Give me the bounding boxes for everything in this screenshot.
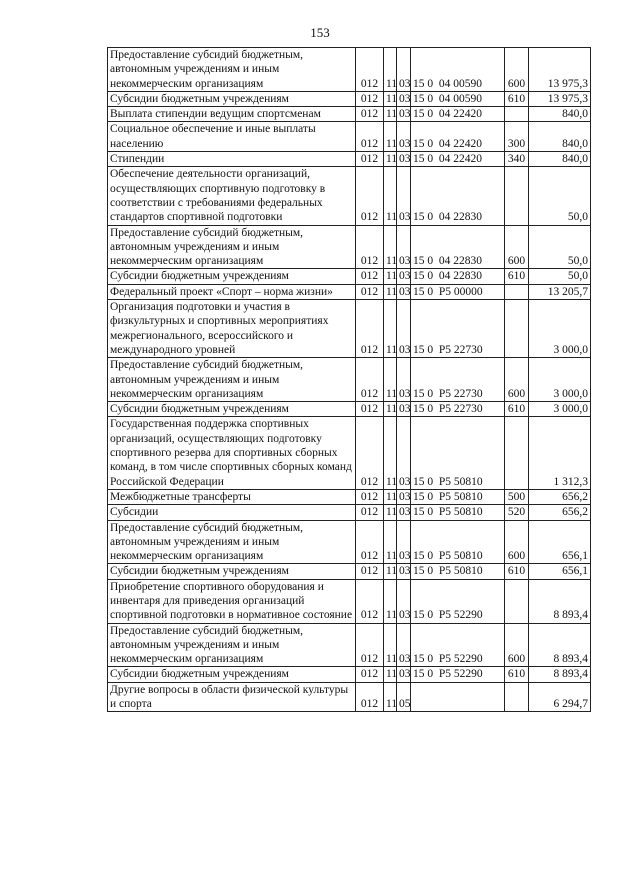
row-name-cell: Выплата стипендии ведущим спортсменам [108, 107, 356, 122]
ministry-code-cell: 012 [356, 520, 384, 564]
amount-cell: 3 000,0 [529, 358, 591, 402]
row-name-cell: Предоставление субсидий бюджетным, автономным учреждениям и иным некоммерческим организациям [108, 48, 356, 92]
ministry-code-cell: 012 [356, 107, 384, 122]
ministry-code-cell: 012 [356, 358, 384, 402]
row-name-cell: Приобретение спортивного оборудования и инвентаря для приведения организаций спортивной подготовки в нормативное состояние [108, 579, 356, 623]
target-article-cell: 15 0 04 22420 [411, 107, 505, 122]
target-article-cell: 15 0 P5 50810 [411, 520, 505, 564]
table-row [108, 284, 591, 299]
section-code-cell: 11 [384, 107, 397, 122]
target-article-cell: 15 0 P5 52290 [411, 667, 505, 682]
row-name-cell: Субсидии бюджетным учреждениям [108, 402, 356, 417]
subsection-code-cell: 03 [397, 122, 411, 152]
amount-cell: 8 893,4 [529, 667, 591, 682]
expense-type-cell: 300 [505, 122, 529, 152]
budget-table-body [108, 48, 591, 712]
section-code-cell: 11 [384, 91, 397, 106]
target-article-cell: 15 0 P5 22730 [411, 300, 505, 358]
amount-cell: 656,2 [529, 489, 591, 504]
table-row [108, 91, 591, 106]
expense-type-cell: 340 [505, 152, 529, 167]
target-article-cell: 15 0 P5 50810 [411, 489, 505, 504]
subsection-code-cell: 03 [397, 667, 411, 682]
row-name-cell: Предоставление субсидий бюджетным, автономным учреждениям и иным некоммерческим организациям [108, 225, 356, 269]
table-row [108, 300, 591, 358]
section-code-cell: 11 [384, 225, 397, 269]
target-article-cell: 15 0 04 22830 [411, 225, 505, 269]
amount-cell: 3 000,0 [529, 300, 591, 358]
row-name-cell: Предоставление субсидий бюджетным, автономным учреждениям и иным некоммерческим организациям [108, 520, 356, 564]
row-name-cell: Субсидии бюджетным учреждениям [108, 269, 356, 284]
expense-type-cell [505, 682, 529, 712]
row-name-cell: Предоставление субсидий бюджетным, автономным учреждениям и иным некоммерческим организациям [108, 623, 356, 667]
row-name-cell: Межбюджетные трансферты [108, 489, 356, 504]
amount-cell: 1 312,3 [529, 417, 591, 489]
ministry-code-cell: 012 [356, 300, 384, 358]
amount-cell: 840,0 [529, 152, 591, 167]
table-row [108, 579, 591, 623]
budget-table [107, 47, 591, 712]
table-row [108, 520, 591, 564]
table-row [108, 122, 591, 152]
target-article-cell: 15 0 P5 52290 [411, 579, 505, 623]
amount-cell: 50,0 [529, 167, 591, 225]
subsection-code-cell: 03 [397, 225, 411, 269]
section-code-cell: 11 [384, 667, 397, 682]
subsection-code-cell: 05 [397, 682, 411, 712]
row-name-cell: Субсидии бюджетным учреждениям [108, 667, 356, 682]
subsection-code-cell: 03 [397, 505, 411, 520]
target-article-cell: 15 0 P5 50810 [411, 417, 505, 489]
ministry-code-cell: 012 [356, 122, 384, 152]
amount-cell: 13 975,3 [529, 48, 591, 92]
table-row [108, 682, 591, 712]
ministry-code-cell: 012 [356, 167, 384, 225]
expense-type-cell: 600 [505, 48, 529, 92]
subsection-code-cell: 03 [397, 152, 411, 167]
expense-type-cell [505, 284, 529, 299]
page-number: 153 [310, 25, 330, 40]
amount-cell: 840,0 [529, 122, 591, 152]
amount-cell: 840,0 [529, 107, 591, 122]
table-row [108, 417, 591, 489]
expense-type-cell: 520 [505, 505, 529, 520]
table-row [108, 623, 591, 667]
subsection-code-cell: 03 [397, 91, 411, 106]
ministry-code-cell: 012 [356, 91, 384, 106]
target-article-cell: 15 0 04 22420 [411, 122, 505, 152]
ministry-code-cell: 012 [356, 417, 384, 489]
table-row [108, 48, 591, 92]
target-article-cell: 15 0 P5 50810 [411, 505, 505, 520]
expense-type-cell: 610 [505, 91, 529, 106]
row-name-cell: Государственная поддержка спортивных организаций, осуществляющих подготовку спортивного резерва для спортивных сборных команд, в том числе спортивных сборных команд Российской Федерации [108, 417, 356, 489]
target-article-cell: 15 0 04 22830 [411, 167, 505, 225]
ministry-code-cell: 012 [356, 225, 384, 269]
subsection-code-cell: 03 [397, 167, 411, 225]
expense-type-cell [505, 167, 529, 225]
amount-cell: 656,1 [529, 520, 591, 564]
expense-type-cell: 610 [505, 269, 529, 284]
row-name-cell: Субсидии бюджетным учреждениям [108, 564, 356, 579]
subsection-code-cell: 03 [397, 564, 411, 579]
expense-type-cell [505, 107, 529, 122]
section-code-cell: 11 [384, 358, 397, 402]
section-code-cell: 11 [384, 489, 397, 504]
section-code-cell: 11 [384, 520, 397, 564]
ministry-code-cell: 012 [356, 489, 384, 504]
table-row [108, 358, 591, 402]
section-code-cell: 11 [384, 682, 397, 712]
table-row [108, 167, 591, 225]
row-name-cell: Субсидии бюджетным учреждениям [108, 91, 356, 106]
expense-type-cell: 610 [505, 667, 529, 682]
row-name-cell: Социальное обеспечение и иные выплаты населению [108, 122, 356, 152]
section-code-cell: 11 [384, 48, 397, 92]
amount-cell: 656,1 [529, 564, 591, 579]
target-article-cell: 15 0 04 00590 [411, 48, 505, 92]
ministry-code-cell: 012 [356, 152, 384, 167]
expense-type-cell [505, 417, 529, 489]
section-code-cell: 11 [384, 579, 397, 623]
row-name-cell: Стипендии [108, 152, 356, 167]
target-article-cell: 15 0 P5 22730 [411, 402, 505, 417]
ministry-code-cell: 012 [356, 284, 384, 299]
table-row [108, 269, 591, 284]
expense-type-cell: 610 [505, 402, 529, 417]
table-row [108, 564, 591, 579]
expense-type-cell: 600 [505, 225, 529, 269]
table-row [108, 667, 591, 682]
amount-cell: 8 893,4 [529, 579, 591, 623]
row-name-cell: Другие вопросы в области физической культуры и спорта [108, 682, 356, 712]
section-code-cell: 11 [384, 152, 397, 167]
expense-type-cell: 600 [505, 520, 529, 564]
expense-type-cell: 600 [505, 358, 529, 402]
subsection-code-cell: 03 [397, 417, 411, 489]
ministry-code-cell: 012 [356, 564, 384, 579]
section-code-cell: 11 [384, 623, 397, 667]
subsection-code-cell: 03 [397, 284, 411, 299]
ministry-code-cell: 012 [356, 505, 384, 520]
section-code-cell: 11 [384, 284, 397, 299]
table-row [108, 489, 591, 504]
ministry-code-cell: 012 [356, 402, 384, 417]
expense-type-cell: 610 [505, 564, 529, 579]
section-code-cell: 11 [384, 505, 397, 520]
target-article-cell: 15 0 04 00590 [411, 91, 505, 106]
amount-cell: 8 893,4 [529, 623, 591, 667]
subsection-code-cell: 03 [397, 520, 411, 564]
row-name-cell: Обеспечение деятельности организаций, осуществляющих спортивную подготовку в соответствии с требованиями федеральных стандартов спортивной подготовки [108, 167, 356, 225]
section-code-cell: 11 [384, 167, 397, 225]
ministry-code-cell: 012 [356, 667, 384, 682]
subsection-code-cell: 03 [397, 300, 411, 358]
target-article-cell: 15 0 P5 00000 [411, 284, 505, 299]
ministry-code-cell: 012 [356, 682, 384, 712]
amount-cell: 6 294,7 [529, 682, 591, 712]
table-row [108, 107, 591, 122]
subsection-code-cell: 03 [397, 579, 411, 623]
target-article-cell: 15 0 04 22830 [411, 269, 505, 284]
subsection-code-cell: 03 [397, 489, 411, 504]
expense-type-cell [505, 300, 529, 358]
target-article-cell: 15 0 04 22420 [411, 152, 505, 167]
expense-type-cell [505, 579, 529, 623]
expense-type-cell: 500 [505, 489, 529, 504]
amount-cell: 13 975,3 [529, 91, 591, 106]
subsection-code-cell: 03 [397, 269, 411, 284]
amount-cell: 656,2 [529, 505, 591, 520]
row-name-cell: Организация подготовки и участия в физкультурных и спортивных мероприятиях межрегионального, всероссийского и международного уровней [108, 300, 356, 358]
table-row [108, 402, 591, 417]
amount-cell: 3 000,0 [529, 402, 591, 417]
table-row [108, 225, 591, 269]
target-article-cell: 15 0 P5 52290 [411, 623, 505, 667]
target-article-cell: 15 0 P5 50810 [411, 564, 505, 579]
row-name-cell: Предоставление субсидий бюджетным, автономным учреждениям и иным некоммерческим организациям [108, 358, 356, 402]
row-name-cell: Субсидии [108, 505, 356, 520]
table-row [108, 152, 591, 167]
section-code-cell: 11 [384, 300, 397, 358]
ministry-code-cell: 012 [356, 269, 384, 284]
amount-cell: 50,0 [529, 225, 591, 269]
subsection-code-cell: 03 [397, 107, 411, 122]
ministry-code-cell: 012 [356, 623, 384, 667]
table-row [108, 505, 591, 520]
section-code-cell: 11 [384, 402, 397, 417]
ministry-code-cell: 012 [356, 48, 384, 92]
section-code-cell: 11 [384, 417, 397, 489]
expense-type-cell: 600 [505, 623, 529, 667]
subsection-code-cell: 03 [397, 48, 411, 92]
amount-cell: 50,0 [529, 269, 591, 284]
subsection-code-cell: 03 [397, 402, 411, 417]
ministry-code-cell: 012 [356, 579, 384, 623]
section-code-cell: 11 [384, 122, 397, 152]
target-article-cell: 15 0 P5 22730 [411, 358, 505, 402]
target-article-cell [411, 682, 505, 712]
row-name-cell: Федеральный проект «Спорт – норма жизни» [108, 284, 356, 299]
subsection-code-cell: 03 [397, 358, 411, 402]
section-code-cell: 11 [384, 564, 397, 579]
section-code-cell: 11 [384, 269, 397, 284]
amount-cell: 13 205,7 [529, 284, 591, 299]
subsection-code-cell: 03 [397, 623, 411, 667]
